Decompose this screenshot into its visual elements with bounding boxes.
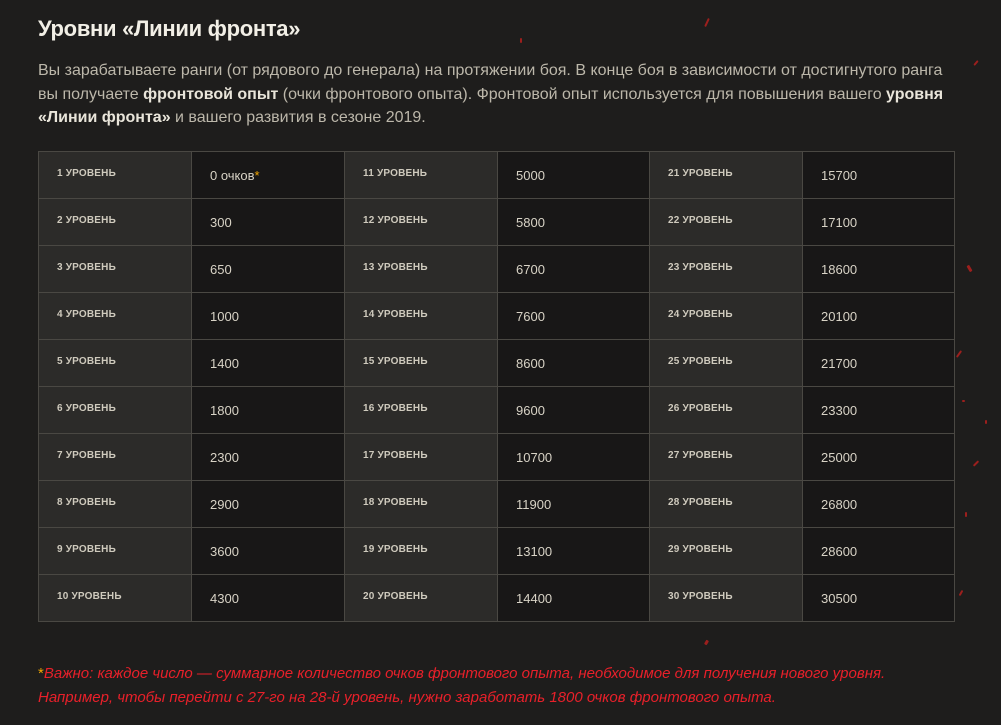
note-text: Важно: каждое число — суммарное количество очков фронтового опыта, необходимое для получения нового уровня. Например, чтобы перейти с 27-го на 28-й уровень, нужно заработать 1800 очков фронтового опыта. — [38, 665, 886, 706]
level-points-value — [498, 434, 650, 481]
table-row — [39, 199, 955, 246]
level-points-value — [498, 387, 650, 434]
level-points-value — [803, 152, 955, 199]
table-row — [39, 481, 955, 528]
points-value-text: 1800 — [210, 402, 239, 418]
level-label: 19 УРОВЕНЬ — [345, 528, 498, 575]
points-value-text: 18600 — [821, 261, 858, 277]
decorative-spark — [973, 460, 979, 466]
level-points-value — [192, 387, 345, 434]
level-label: 8 УРОВЕНЬ — [39, 481, 192, 528]
decorative-spark — [965, 512, 967, 517]
points-value-text: 14400 — [516, 590, 553, 606]
intro-text-3: и вашего развития в сезоне 2019. — [170, 109, 426, 126]
intro-text-2: (очки фронтового опыта). Фронтовой опыт используется для повышения вашего — [278, 85, 887, 103]
level-label: 16 УРОВЕНЬ — [345, 387, 498, 434]
level-points-value — [803, 199, 955, 246]
level-label: 4 УРОВЕНЬ — [39, 293, 192, 340]
level-label: 2 УРОВЕНЬ — [39, 199, 192, 246]
level-label: 7 УРОВЕНЬ — [39, 434, 192, 481]
table-row — [39, 246, 955, 293]
level-points-value — [498, 246, 650, 293]
table-row — [39, 340, 955, 387]
table-row — [39, 434, 955, 481]
level-points-value — [803, 575, 955, 622]
level-points-value — [803, 481, 955, 528]
points-value-text: 2900 — [210, 496, 239, 512]
level-label: 17 УРОВЕНЬ — [345, 434, 498, 481]
table-row — [39, 293, 955, 340]
level-label: 28 УРОВЕНЬ — [650, 481, 803, 528]
page-title: Уровни «Линии фронта» — [38, 16, 301, 41]
decorative-spark — [704, 640, 709, 646]
level-label: 18 УРОВЕНЬ — [345, 481, 498, 528]
level-points-value — [498, 199, 650, 246]
level-label: 30 УРОВЕНЬ — [650, 575, 803, 622]
level-label: 3 УРОВЕНЬ — [39, 246, 192, 293]
level-label: 10 УРОВЕНЬ — [39, 575, 192, 622]
note-asterisk: * — [38, 665, 44, 682]
level-label: 21 УРОВЕНЬ — [650, 152, 803, 199]
level-points-value — [803, 434, 955, 481]
points-value-text: 11900 — [516, 496, 552, 512]
points-value-text: 17100 — [821, 214, 858, 230]
points-value-text: 25000 — [821, 449, 858, 465]
level-points-value — [803, 246, 955, 293]
level-points-value — [803, 387, 955, 434]
level-points-value — [192, 293, 345, 340]
level-points-value — [192, 340, 345, 387]
level-points-value — [498, 481, 650, 528]
level-points-value — [192, 152, 345, 199]
points-value-text: 5800 — [516, 214, 545, 230]
points-value-text: 0 очков — [210, 167, 255, 183]
level-points-value — [192, 481, 345, 528]
level-points-value — [498, 528, 650, 575]
level-label: 22 УРОВЕНЬ — [650, 199, 803, 246]
points-value-text: 26800 — [821, 496, 858, 512]
intro-text-1: Вы зарабатываете ранги (от рядового до генерала) на протяжении боя. В конце боя в зависимости от достигнутого ранга вы получаете — [38, 62, 943, 103]
table-row — [39, 528, 955, 575]
intro-bold-frontline-xp: фронтовой опыт — [143, 85, 279, 103]
points-value-text: 3600 — [210, 543, 239, 559]
level-label: 20 УРОВЕНЬ — [345, 575, 498, 622]
points-value-text: 1000 — [210, 308, 239, 324]
points-value-text: 7600 — [516, 308, 545, 324]
decorative-spark — [520, 38, 522, 43]
points-value-text: 650 — [210, 261, 232, 277]
level-label: 15 УРОВЕНЬ — [345, 340, 498, 387]
points-value-text: 1400 — [210, 355, 239, 371]
level-label: 26 УРОВЕНЬ — [650, 387, 803, 434]
points-value-text: 10700 — [516, 449, 553, 465]
level-label: 5 УРОВЕНЬ — [39, 340, 192, 387]
level-label: 9 УРОВЕНЬ — [39, 528, 192, 575]
level-points-value — [803, 528, 955, 575]
points-value-text: 9600 — [516, 402, 545, 418]
points-value-text: 4300 — [210, 590, 239, 606]
points-value-text: 13100 — [516, 543, 553, 559]
intro-bold-frontline-level: уровня «Линии фронта» — [38, 85, 944, 126]
points-value-text: 28600 — [821, 543, 858, 559]
level-points-value — [192, 199, 345, 246]
level-label: 6 УРОВЕНЬ — [39, 387, 192, 434]
decorative-spark — [962, 400, 965, 402]
points-value-text: 30500 — [821, 590, 858, 606]
footnote-asterisk: * — [254, 167, 260, 183]
points-value-text: 15700 — [821, 167, 858, 183]
points-value-text: 20100 — [821, 308, 858, 324]
intro-paragraph — [38, 59, 954, 130]
level-label: 1 УРОВЕНЬ — [39, 152, 192, 199]
level-points-value — [803, 293, 955, 340]
level-points-value — [498, 575, 650, 622]
important-note — [38, 662, 954, 709]
level-points-value — [192, 434, 345, 481]
decorative-spark — [956, 350, 962, 358]
points-value-text: 6700 — [516, 261, 545, 277]
points-value-text: 21700 — [821, 355, 858, 371]
points-value-text: 5000 — [516, 167, 545, 183]
level-points-value — [192, 528, 345, 575]
level-label: 25 УРОВЕНЬ — [650, 340, 803, 387]
level-label: 12 УРОВЕНЬ — [345, 199, 498, 246]
decorative-spark — [959, 590, 964, 596]
decorative-spark — [985, 420, 987, 424]
points-value-text: 8600 — [516, 355, 545, 371]
level-label: 11 УРОВЕНЬ — [345, 152, 498, 199]
level-label: 14 УРОВЕНЬ — [345, 293, 498, 340]
table-row — [39, 152, 955, 199]
decorative-spark — [973, 60, 978, 66]
level-label: 24 УРОВЕНЬ — [650, 293, 803, 340]
level-label: 13 УРОВЕНЬ — [345, 246, 498, 293]
level-points-value — [192, 246, 345, 293]
level-label: 27 УРОВЕНЬ — [650, 434, 803, 481]
levels-table — [38, 151, 955, 622]
decorative-spark — [966, 265, 972, 273]
points-value-text: 300 — [210, 214, 232, 230]
level-points-value — [498, 152, 650, 199]
table-row — [39, 575, 955, 622]
level-label: 29 УРОВЕНЬ — [650, 528, 803, 575]
points-value-text: 2300 — [210, 449, 239, 465]
level-label: 23 УРОВЕНЬ — [650, 246, 803, 293]
level-points-value — [498, 293, 650, 340]
table-row — [39, 387, 955, 434]
level-points-value — [192, 575, 345, 622]
level-points-value — [803, 340, 955, 387]
points-value-text: 23300 — [821, 402, 858, 418]
decorative-spark — [704, 18, 710, 27]
levels-table-body — [39, 152, 955, 622]
level-points-value — [498, 340, 650, 387]
